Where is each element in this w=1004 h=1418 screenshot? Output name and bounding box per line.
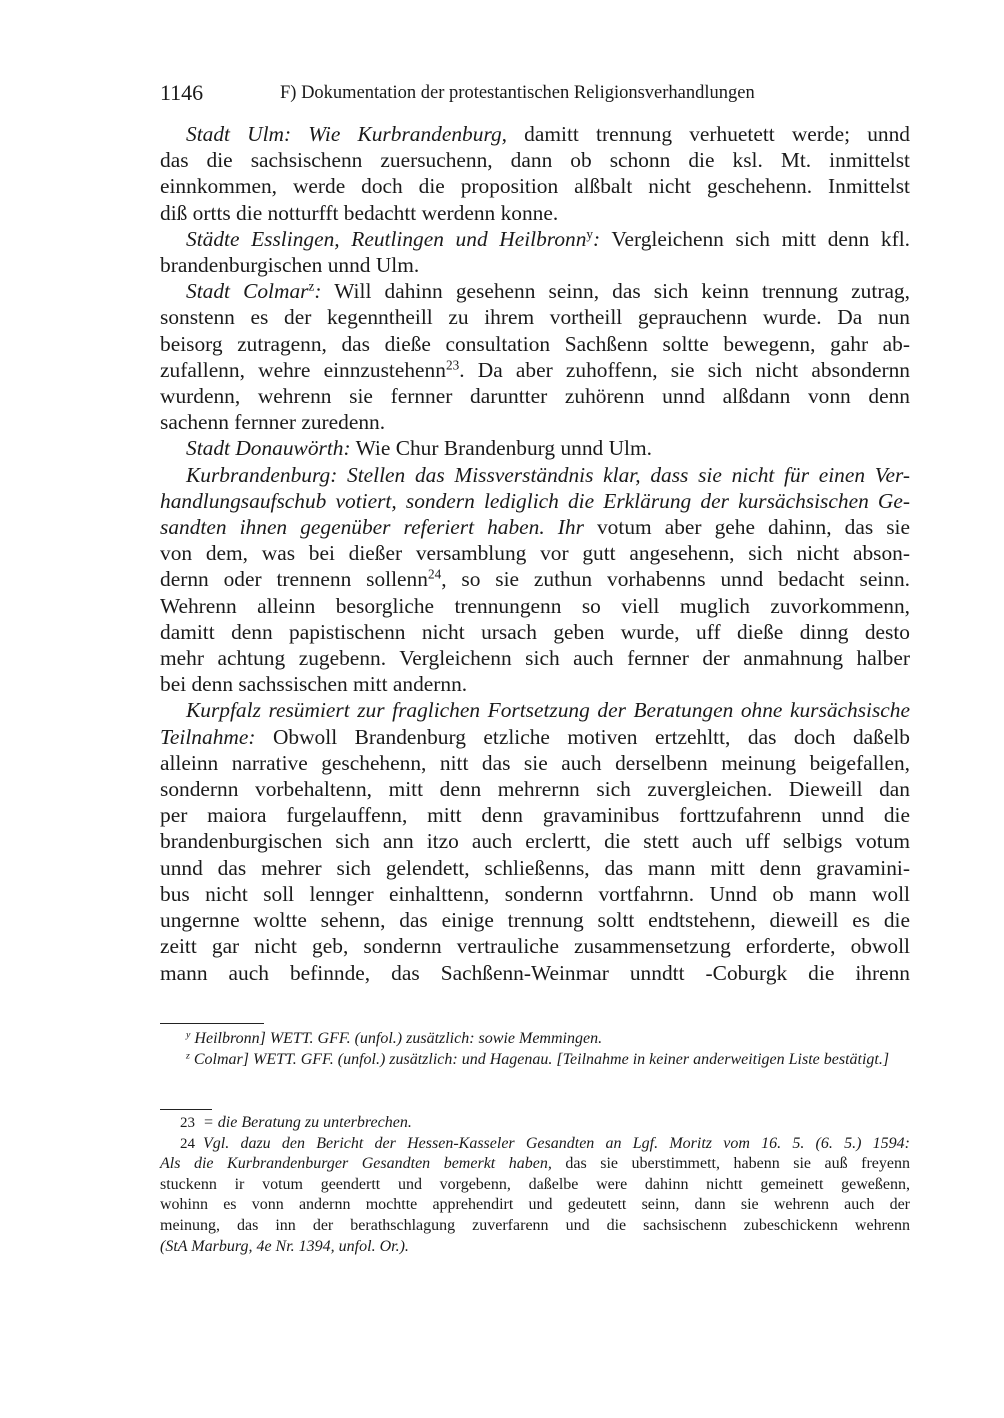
text-line: brandenburgischen unnd Ulm. [160, 253, 420, 278]
colon: : [314, 279, 322, 304]
text-line: das die sachsischenn zuersuchenn, dann ob schonn die ksl. Mt. inmittelst [160, 148, 910, 173]
text-line: brandenburgischen sich ann itzo auch erclertt, die stett auch uff selbigs votum [160, 829, 910, 854]
footnotes [160, 1113, 910, 1257]
editorial-summary: Teilnahme: [160, 724, 256, 749]
paragraph-ulm [160, 121, 910, 226]
lemma: Colmar] [189, 1051, 249, 1068]
main-text [160, 121, 910, 986]
text-line: von dem, was bei dießer versamblung vor gutt angesehenn, sich nicht abson- [160, 541, 910, 566]
text-line: wurdenn, wehrenn sie fernner daruntter zuhörenn unnd alßdann vonn denn [160, 384, 910, 409]
note-marker[interactable]: y [586, 226, 594, 242]
quoted-source-text: meinung, das inn der berathschlagung zuverfarenn und die sachsischenn zubeschickenn wehrenn [160, 1216, 910, 1234]
text-line: mann auch befinnde, das Sachßenn-Weinmar unndtt -Coburgk die ihrenn [160, 960, 910, 985]
text-line: Will dahinn gesehenn seinn, das sich keinn trennung zutrag, [321, 279, 910, 304]
text-segment: dernn oder trennenn sollenn [160, 567, 428, 592]
footnote-ref-24[interactable]: 24 [427, 567, 442, 583]
text-segment: , so sie zuthun vorhabenns unnd bedacht seinn. [441, 567, 910, 592]
text-line: damitt trennung verhuetett werde; unnd [507, 122, 910, 146]
text-line: Vergleichenn sich mitt denn kfl. [600, 226, 911, 251]
footnote-text: Vgl. dazu den Bericht der Hessen-Kasseler Gesandten an Lgf. Moritz vom 16. 5. (6. 5.) 1594: [203, 1134, 910, 1152]
paragraph-esslingen [160, 226, 910, 278]
text-segment: . Da aber zuhoffenn, sie sich nicht absondernn [459, 357, 910, 382]
page-header [160, 80, 910, 106]
quoted-source-text: das sie uberstimmett, habenn sie auß freyenn [551, 1155, 910, 1173]
footnote-24 [160, 1134, 910, 1258]
paragraph-kurbrandenburg [160, 462, 910, 698]
text-line: diß ortts die notturfft bedachtt werdenn konne. [160, 200, 559, 225]
editorial-summary: Kurbrandenburg: Stellen das Missverständnis klar, dass sie nicht für einen Ver- [186, 462, 910, 487]
note-marker[interactable]: z [308, 278, 315, 294]
footnote-text: Als die Kurbrandenburger Gesandten bemerkt haben, [160, 1155, 552, 1173]
note-marker: y [186, 1029, 191, 1041]
text-line: sonstenn es der kegenntheill zu ihrem vortheill geprauchenn wurde. Da nun [160, 305, 910, 330]
footnote-ref-23[interactable]: 23 [445, 357, 460, 373]
text-line: Wie Chur Brandenburg unnd Ulm. [350, 436, 652, 461]
lemma: Heilbronn] [190, 1030, 266, 1047]
critical-apparatus-divider [160, 1023, 264, 1024]
editorial-summary: Kurpfalz resümiert zur fraglichen Fortsetzung der Beratungen ohne kursächsische [186, 698, 910, 723]
text-line: damitt denn papistischenn nicht ursach geben wurde, uff dieße dinng desto [160, 619, 910, 644]
siglum: WETT. GFF. [265, 1030, 351, 1047]
speaker-label: Stadt Donauwörth: [186, 436, 351, 461]
speaker-label: Städte Esslingen, Reutlingen und Heilbronn [186, 226, 587, 251]
note-marker: z [186, 1050, 190, 1062]
paragraph-colmar [160, 278, 910, 435]
text-line [134, 357, 910, 383]
footnote-23 [160, 1113, 910, 1134]
text-line: alleinn narrative geschehenn, nitt das sie auch derselbenn meinung beigefallen, [160, 750, 910, 775]
source-citation: (StA Marburg, 4e Nr. 1394, unfol. Or.). [160, 1237, 409, 1255]
text-line: Obwoll Brandenburg etzliche motiven ertzehltt, das doch daßelb [255, 724, 910, 749]
text-segment: zufallenn, wehre einnzustehenn [160, 357, 446, 382]
critical-note-y [160, 1028, 910, 1049]
note-text: (unfol.) zusätzlich: und Hagenau. [Teilnahme in keiner anderweitigen Liste bestätigt.] [333, 1051, 890, 1068]
quoted-source-text: wohinn es vonn andernn mochtte apprehendirt und gedeutett seinn, dann sie wehrenn auch der [160, 1196, 910, 1214]
text-line: einnkommen, werde doch die proposition alßbalt nicht geschehenn. Inmittelst [160, 174, 910, 199]
critical-note-z [160, 1049, 910, 1070]
colon: : [593, 226, 601, 251]
text-line: bei denn sachssischen mitt andernn. [160, 672, 468, 697]
footnote-number: 24 [180, 1135, 195, 1152]
running-title: F) Dokumentation der protestantischen Religionsverhandlungen [280, 83, 755, 103]
footnotes-divider [160, 1109, 212, 1110]
critical-apparatus [160, 1028, 910, 1070]
editorial-summary: sandten ihnen gegenüber referiert haben. Ihr [160, 515, 584, 540]
text-line: votum aber gehe dahinn, das sie [583, 515, 910, 540]
text-line: Wehrenn alleinn besorgliche trennungenn so viell muglich zuvorkommenn, [160, 593, 910, 618]
text-line [134, 566, 910, 592]
text-line: unnd das mehrer sich gelendett, schließenns, das mann mitt denn gravamini- [160, 855, 910, 880]
footnote-number: 23 [180, 1115, 195, 1131]
editorial-summary: handlungsaufschub votiert, sondern lediglich die Erklärung der kursächsischen Ge- [160, 488, 910, 513]
text-line: sondernn vorbehaltenn, mitt denn mehrernn sich zuvergleichen. Dieweill dan [160, 777, 910, 802]
paragraph-kurpfalz [160, 697, 910, 985]
text-line: beisorg zutragenn, das dieße consultation Sachßenn soltte bewegenn, gahr ab- [160, 331, 910, 356]
text-line: sachenn fernner zuredenn. [160, 410, 386, 435]
footnote-text: = die Beratung zu unterbrechen. [203, 1114, 412, 1131]
paragraph-donauwoerth [160, 435, 910, 461]
page-number: 1146 [160, 80, 204, 105]
text-line: bus nicht soll lennger einhalttenn, sondernn vortfahrnn. Unnd ob mann woll [160, 881, 910, 906]
quoted-source-text: stuckenn ir votum geendertt und vorgebenn, daßelbe were dahinn nichtt gemeinett geweßenn, [160, 1175, 910, 1193]
speaker-label: Stadt Ulm: Wie Kurbrandenburg, [186, 122, 508, 146]
text-line: mehr achtung zugebenn. Vergleichenn sich auch fernner der anmahnung halber [160, 646, 910, 671]
text-line: per maiora furgelauffenn, mitt denn gravaminibus forttzufahrenn unnd die [160, 803, 910, 828]
siglum: WETT. GFF. [248, 1051, 334, 1068]
note-text: (unfol.) zusätzlich: sowie Memmingen. [350, 1030, 603, 1047]
text-line: zeitt gar nicht geb, sondernn vertrauliche zusammensetzung erforderte, obwoll [160, 934, 910, 959]
speaker-label: Stadt Colmar [186, 279, 309, 304]
text-line: ungernne woltte sehenn, das einige trennung soltt endtstehenn, dieweill es die [160, 908, 910, 933]
